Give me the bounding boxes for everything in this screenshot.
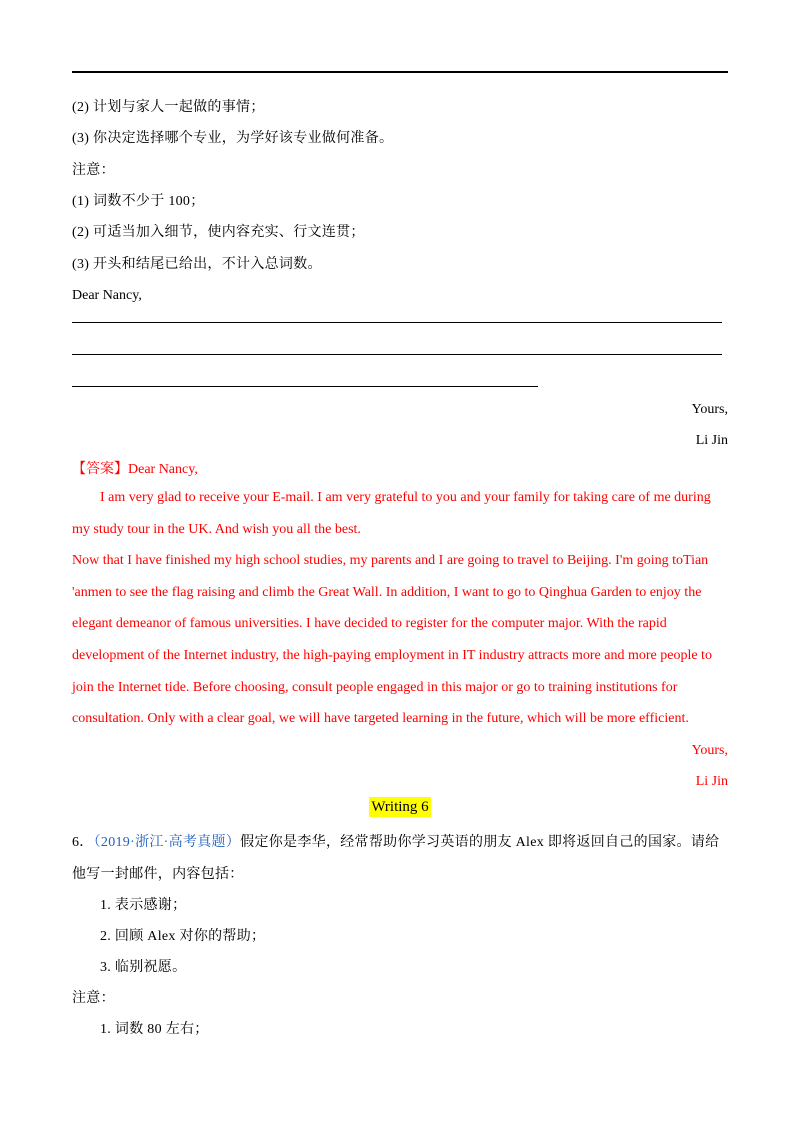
instruction-item-2: (2) 计划与家人一起做的事情； (72, 100, 265, 115)
answer-para2-line6: consultation. Only with a clear goal, we will have targeted learning in the future, which will be more efficient. (72, 711, 689, 727)
answer-para1-line2: my study tour in the UK. And wish you all the best. (72, 521, 361, 537)
section-title: Writing 6 (371, 799, 429, 815)
question-prompt-line1: 假定你是李华，经常帮助你学习英语的朋友 Alex 即将返回自己的国家。请给 (240, 835, 720, 850)
question-number: 6． (72, 835, 94, 850)
answer-label: 【答案】 (72, 462, 128, 477)
writing-line-3 (72, 386, 538, 387)
letter-closing: Yours, (691, 402, 728, 417)
letter-salutation: Dear Nancy, (72, 288, 142, 303)
answer-para2-line3: elegant demeanor of famous universities. I have decided to register for the computer major. With the rapid (72, 616, 667, 632)
answer-closing: Yours, (691, 743, 728, 758)
question-item-1: 1. 表示感谢； (100, 898, 187, 913)
notes-label: 注意： (72, 163, 115, 178)
answer-para1-line1: I am very glad to receive your E-mail. I am very grateful to you and your family for taking care of me during (100, 490, 711, 505)
answer-salutation: Dear Nancy, (128, 462, 198, 477)
answer-para2-line1: Now that I have finished my high school studies, my parents and I are going to travel to Beijing. I'm going toTian (72, 553, 709, 569)
question-6-line1 (72, 834, 719, 852)
letter-signature: Li Jin (695, 433, 728, 448)
question-source-link[interactable]: （2019·浙江·高考真题） (93, 835, 241, 850)
note-3: (3) 开头和结尾已给出，不计入总词数。 (72, 257, 322, 272)
section-title-wrap (0, 797, 800, 817)
writing-line-2 (72, 354, 722, 355)
writing-line-1 (72, 322, 722, 323)
question-notes-label: 注意： (72, 991, 115, 1006)
answer-para2-line4: development of the Internet industry, the high-paying employment in IT industry attracts more and more people to (72, 647, 712, 663)
question-item-3: 3. 临别祝愿。 (100, 960, 187, 975)
answer-signature: Li Jin (695, 774, 728, 789)
question-item-2: 2. 回顾 Alex 对你的帮助； (100, 929, 266, 944)
question-prompt-line2: 他写一封邮件，内容包括： (72, 867, 244, 882)
instruction-item-3: (3) 你决定选择哪个专业，为学好该专业做何准备。 (72, 131, 394, 146)
question-note-1: 1. 词数 80 左右； (100, 1022, 209, 1037)
answer-header (72, 461, 198, 479)
header-rule (72, 71, 728, 73)
answer-para2-line5: join the Internet tide. Before choosing, consult people engaged in this major or go to training institutions for (72, 679, 678, 695)
answer-body (72, 482, 732, 735)
answer-para2-line2: 'anmen to see the flag raising and climb the Great Wall. In addition, I want to go to Qinghua Garden to enjoy the (72, 584, 702, 600)
note-2: (2) 可适当加入细节，使内容充实、行文连贯； (72, 225, 365, 240)
note-1: (1) 词数不少于 100； (72, 194, 205, 209)
